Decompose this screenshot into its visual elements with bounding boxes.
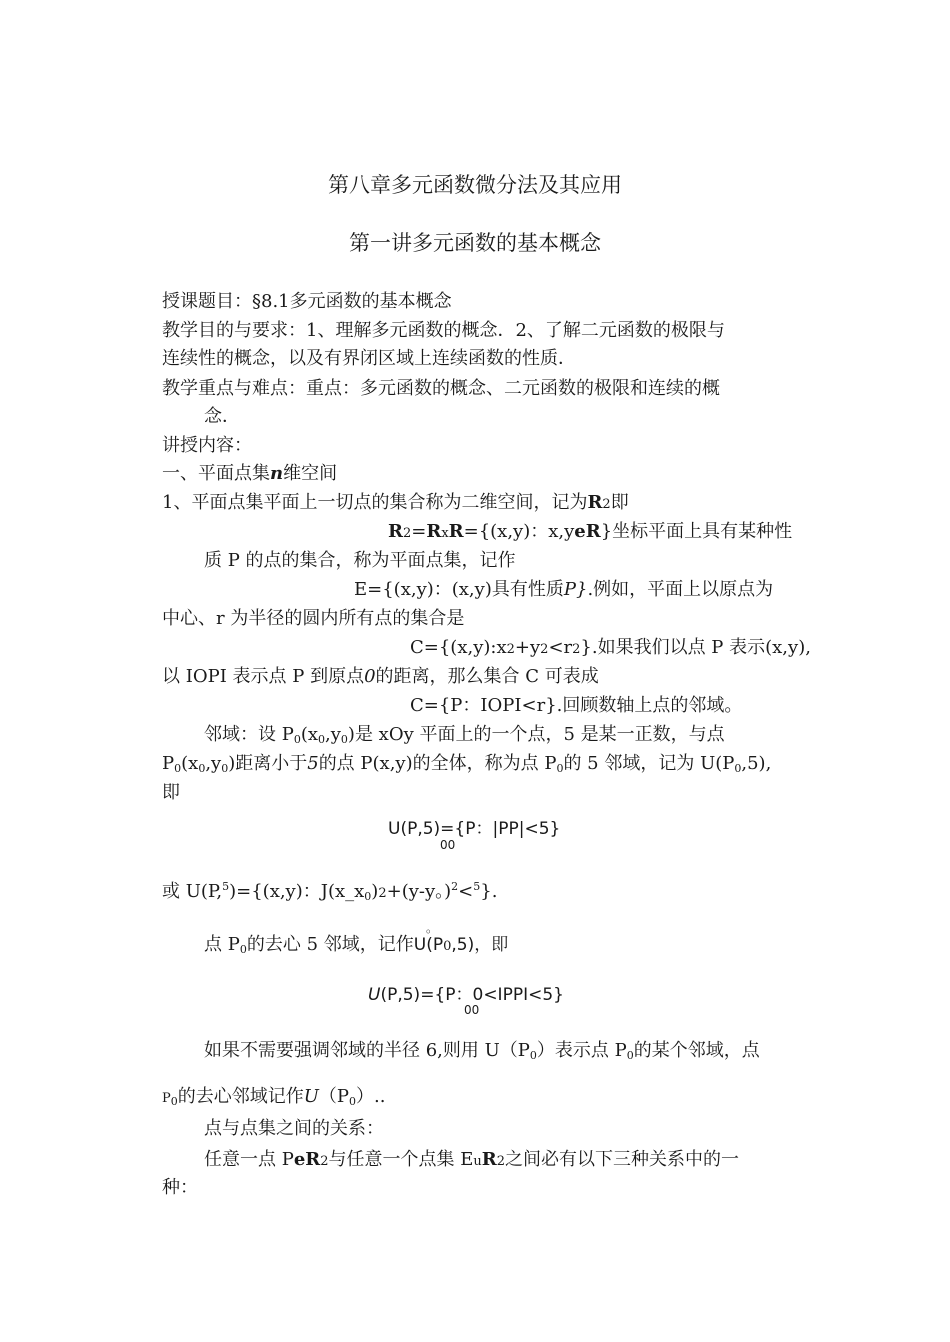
p4-text-b: 的距离，那么集合 C 可表成: [375, 666, 599, 687]
n2-delta: 5: [307, 753, 319, 774]
key-line-2: 念．: [204, 406, 240, 427]
equation-u-sqrt: [162, 876, 497, 908]
eq1-times: x: [441, 526, 449, 541]
eq5-text-b: |PP|<5}: [492, 819, 561, 839]
p6-a: P: [162, 1091, 171, 1106]
eq2-text-a: E={(x,y)：(x,y)具有性质: [354, 579, 564, 600]
p6-u: U: [303, 1086, 319, 1107]
n2-a: P: [162, 753, 175, 774]
n1-s2: 0: [318, 733, 326, 746]
eq6-b: )={(x,y)：J(x_x: [229, 881, 365, 902]
equation-c-set: [410, 637, 811, 661]
p4-origin: 0: [364, 666, 376, 687]
eq3-text-b: +y: [514, 637, 541, 658]
p1-exponent: 2: [602, 497, 611, 512]
n2-s1: 0: [174, 762, 182, 775]
paragraph-circle: 中心、r 为半径的圆内所有点的集合是: [162, 608, 465, 629]
aims-line-2: 连续性的概念，以及有界闭区域上连续函数的性质．: [162, 348, 576, 369]
eq1-r4: R: [585, 521, 601, 542]
paragraph-relations-heading: 点与点集之间的关系：: [204, 1118, 384, 1139]
topic-line: [162, 291, 452, 313]
eq7-subscripts: 00: [464, 1003, 480, 1017]
section-heading-text-b: 维空间: [283, 463, 338, 484]
topic-text: §8.1多元函数的基本概念: [252, 291, 452, 312]
eq6-s3: 2: [451, 880, 459, 893]
eq7-text: (P,5)={P：0<IPPI<5}: [380, 985, 564, 1005]
p5-c: 的某个邻域，点: [633, 1040, 760, 1061]
del-c: (P: [426, 935, 444, 955]
eq6-sup2: 5: [473, 880, 481, 893]
section-heading-n: n: [270, 463, 284, 484]
p4-text-a: 以 IOPI 表示点 P 到原点: [162, 666, 365, 687]
del-s2: 0: [443, 939, 452, 954]
n1-a: 邻域：设 P: [204, 724, 294, 745]
paragraph-distance: [162, 666, 599, 688]
n2-c: ,y: [205, 753, 222, 774]
eq7-u: U: [368, 985, 381, 1005]
eq1-equals: =: [411, 521, 427, 542]
eq3-text-c: <r: [548, 637, 573, 658]
deleted-neighborhood-line: [204, 934, 508, 961]
aims-label: 教学目的与要求：: [162, 320, 306, 341]
n2-s3: 0: [221, 762, 229, 775]
n2-s4: 0: [556, 762, 564, 775]
n1-c: ,y: [325, 724, 341, 745]
content-label: 讲授内容：: [162, 435, 252, 456]
n2-b: (x: [181, 753, 199, 774]
key-line-1: [162, 378, 720, 400]
eq6-c: ): [371, 881, 379, 902]
n2-d: )距离小于: [228, 753, 308, 774]
p5-b: ）表示点 P: [536, 1040, 627, 1061]
topic-label: 授课题目：: [162, 291, 252, 312]
p6-d: ）..: [356, 1086, 386, 1107]
p6-s1: 0: [170, 1095, 178, 1108]
neighborhood-line-2: [162, 753, 771, 780]
section-heading-1: [162, 463, 337, 485]
n2-s5: 0: [734, 762, 742, 775]
p8-r2: R: [481, 1149, 497, 1170]
del-s1: 0: [239, 943, 247, 956]
p8-e: e: [293, 1149, 306, 1170]
p1-text-b: 即: [610, 492, 629, 513]
p6-b: 的去心邻域记作: [177, 1086, 304, 1107]
aims-line-1: [162, 320, 725, 342]
equation-u-neighborhood: [388, 818, 560, 840]
paragraph-relations: [204, 1149, 739, 1173]
del-d: ,5)，即: [451, 935, 509, 955]
equation-c-opi: C={P：IOPI<r}.回顾数轴上点的邻域。: [410, 695, 743, 716]
eq3-text-d: }.如果我们以点 P 表示(x,y),: [580, 637, 811, 658]
paragraph-point-set: 质 P 的点的集合，称为平面点集，记作: [204, 550, 516, 571]
p8-a: 任意一点 P: [204, 1149, 294, 1170]
section-heading-text-a: 一、平面点集: [162, 463, 270, 484]
lecture-title: 第一讲多元函数的基本概念: [349, 231, 601, 255]
neighborhood-line-1: [204, 724, 725, 751]
equation-e-set: [354, 579, 773, 601]
p8-u: u: [473, 1154, 482, 1169]
eq6-s1: 0: [364, 890, 372, 903]
equation-r2: [388, 521, 792, 545]
eq6-s2: 2: [378, 886, 387, 901]
eq5-subscripts: 00: [440, 838, 456, 852]
paragraph-some-neighborhood: [204, 1040, 760, 1067]
del-b: 的去心 5 邻域，记作: [246, 934, 414, 955]
eq3-exp-2: 2: [540, 642, 549, 657]
p6-c: （P: [318, 1086, 350, 1107]
p1-text-a: 1、平面点集平面上一切点的集合称为二维空间，记为: [162, 492, 588, 513]
del-u: U: [413, 935, 427, 955]
n1-s1: 0: [293, 733, 301, 746]
eq1-e: e: [574, 521, 586, 542]
n2-e: 的点 P(x,y)的全体，称为点 P: [318, 753, 557, 774]
aims-text-1: 1、理解多元函数的概念．2、了解二元函数的极限与: [306, 320, 725, 341]
paragraph-deleted-notation: [162, 1086, 386, 1113]
p1-r-symbol: R: [587, 492, 603, 513]
eq3-exp-1: 2: [506, 642, 515, 657]
paragraph-plane-set: [162, 492, 629, 516]
neighborhood-line-3: 即: [162, 782, 180, 803]
n2-s2: 0: [198, 762, 206, 775]
p6-s2: 0: [349, 1095, 357, 1108]
key-text-1: 重点：多元函数的概念、二元函数的极限和连续的概: [306, 378, 720, 399]
eq1-two: 2: [402, 526, 412, 541]
p8-s1: 2: [320, 1154, 329, 1169]
n2-f: 的 5 邻域，记为 U(P: [563, 753, 735, 774]
del-a: 点 P: [204, 934, 240, 955]
p8-r1: R: [305, 1149, 321, 1170]
eq2-p: P}: [563, 579, 588, 600]
eq6-d: +(y-y。): [386, 881, 452, 902]
p5-a: 如果不需要强调邻域的半径 6,则用 U（P: [204, 1040, 530, 1061]
eq6-sup: 5: [222, 880, 230, 893]
chapter-title: 第八章多元函数微分法及其应用: [328, 173, 622, 197]
deleted-neighborhood-circle-mark: 。: [426, 921, 439, 935]
eq2-text-b: .例如，平面上以原点为: [587, 579, 774, 600]
p5-s2: 0: [626, 1049, 634, 1062]
eq6-e: <: [458, 881, 474, 902]
p8-c: 之间必有以下三种关系中的一: [505, 1149, 740, 1170]
p8-b: 与任意一个点集 E: [328, 1149, 474, 1170]
eq1-r2: R: [426, 521, 442, 542]
p5-s1: 0: [529, 1049, 537, 1062]
eq1-tail: }坐标平面上具有某种性: [600, 521, 793, 542]
eq5-text-a: U(P,5)={P：: [388, 819, 493, 839]
p8-s2: 2: [496, 1154, 506, 1169]
eq1-set-text: ={(x,y)：x,y: [463, 521, 575, 542]
eq3-exp-3: 2: [572, 642, 581, 657]
n1-b: (x: [300, 724, 319, 745]
n1-d: )是 xOy 平面上的一个点，5 是某一正数，与点: [347, 724, 725, 745]
eq1-r3: R: [448, 521, 464, 542]
eq6-f: }.: [480, 881, 498, 902]
eq1-r1: R: [388, 521, 403, 542]
eq3-text-a: C={(x,y):x: [410, 637, 507, 658]
n2-g: ,5),: [741, 753, 772, 774]
key-label: 教学重点与难点：: [162, 378, 306, 399]
n1-s3: 0: [340, 733, 348, 746]
paragraph-one-kind: 种：: [162, 1177, 198, 1198]
eq6-a: 或 U(P,: [162, 881, 223, 902]
